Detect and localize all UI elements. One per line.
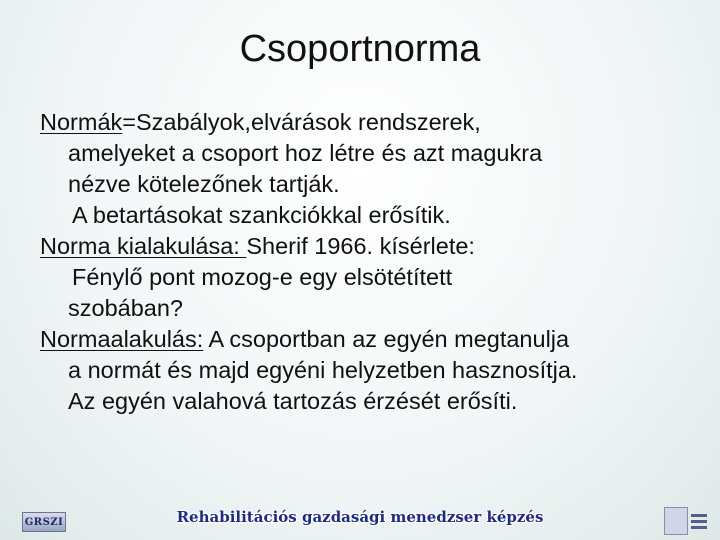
institution-seal-icon xyxy=(664,506,708,536)
paragraph-normaalakulas-line-2: a normát és majd egyéni helyzetben hasznosítja. xyxy=(68,357,578,383)
paragraph-normaalakulas-line-1 xyxy=(40,324,690,355)
text: A csoportban az egyén megtanulja xyxy=(203,326,570,352)
paragraph-norms-line-2: amelyeket a csoport hoz létre és azt magukra xyxy=(68,140,543,166)
paragraph-norms-line-4: A betartásokat szankciókkal erősítik. xyxy=(72,202,451,228)
paragraph-norm-formation-line-2: Fénylő pont mozog-e egy elsötétített xyxy=(72,264,453,290)
slide-footer xyxy=(0,500,720,540)
term-normaalakulas: Normaalakulás: xyxy=(40,326,204,352)
paragraph-norms-line-1 xyxy=(40,107,690,138)
paragraph-norm-formation-line-1 xyxy=(40,231,690,262)
term-norma-kialakulasa: Norma kialakulása: xyxy=(40,233,247,259)
seal-emblem xyxy=(664,507,688,535)
footer-course-title: Rehabilitációs gazdasági menedzser képzés xyxy=(176,508,544,526)
paragraph-norm-formation-line-3: szobában? xyxy=(68,295,183,321)
grszi-logo-text: GRSZI xyxy=(24,516,64,528)
text: =Szabályok,elvárások rendszerek, xyxy=(122,109,481,135)
term-normak: Normák xyxy=(40,109,123,135)
text: Sherif 1966. kísérlete: xyxy=(246,233,475,259)
slide-title: Csoportnorma xyxy=(239,28,481,70)
paragraph-normaalakulas-line-3: Az egyén valahová tartozás érzését erősíti. xyxy=(68,388,518,414)
paragraph-norms-line-3: nézve kötelezőnek tartják. xyxy=(68,171,340,197)
slide-body xyxy=(40,107,690,417)
seal-text-lines xyxy=(691,514,707,529)
